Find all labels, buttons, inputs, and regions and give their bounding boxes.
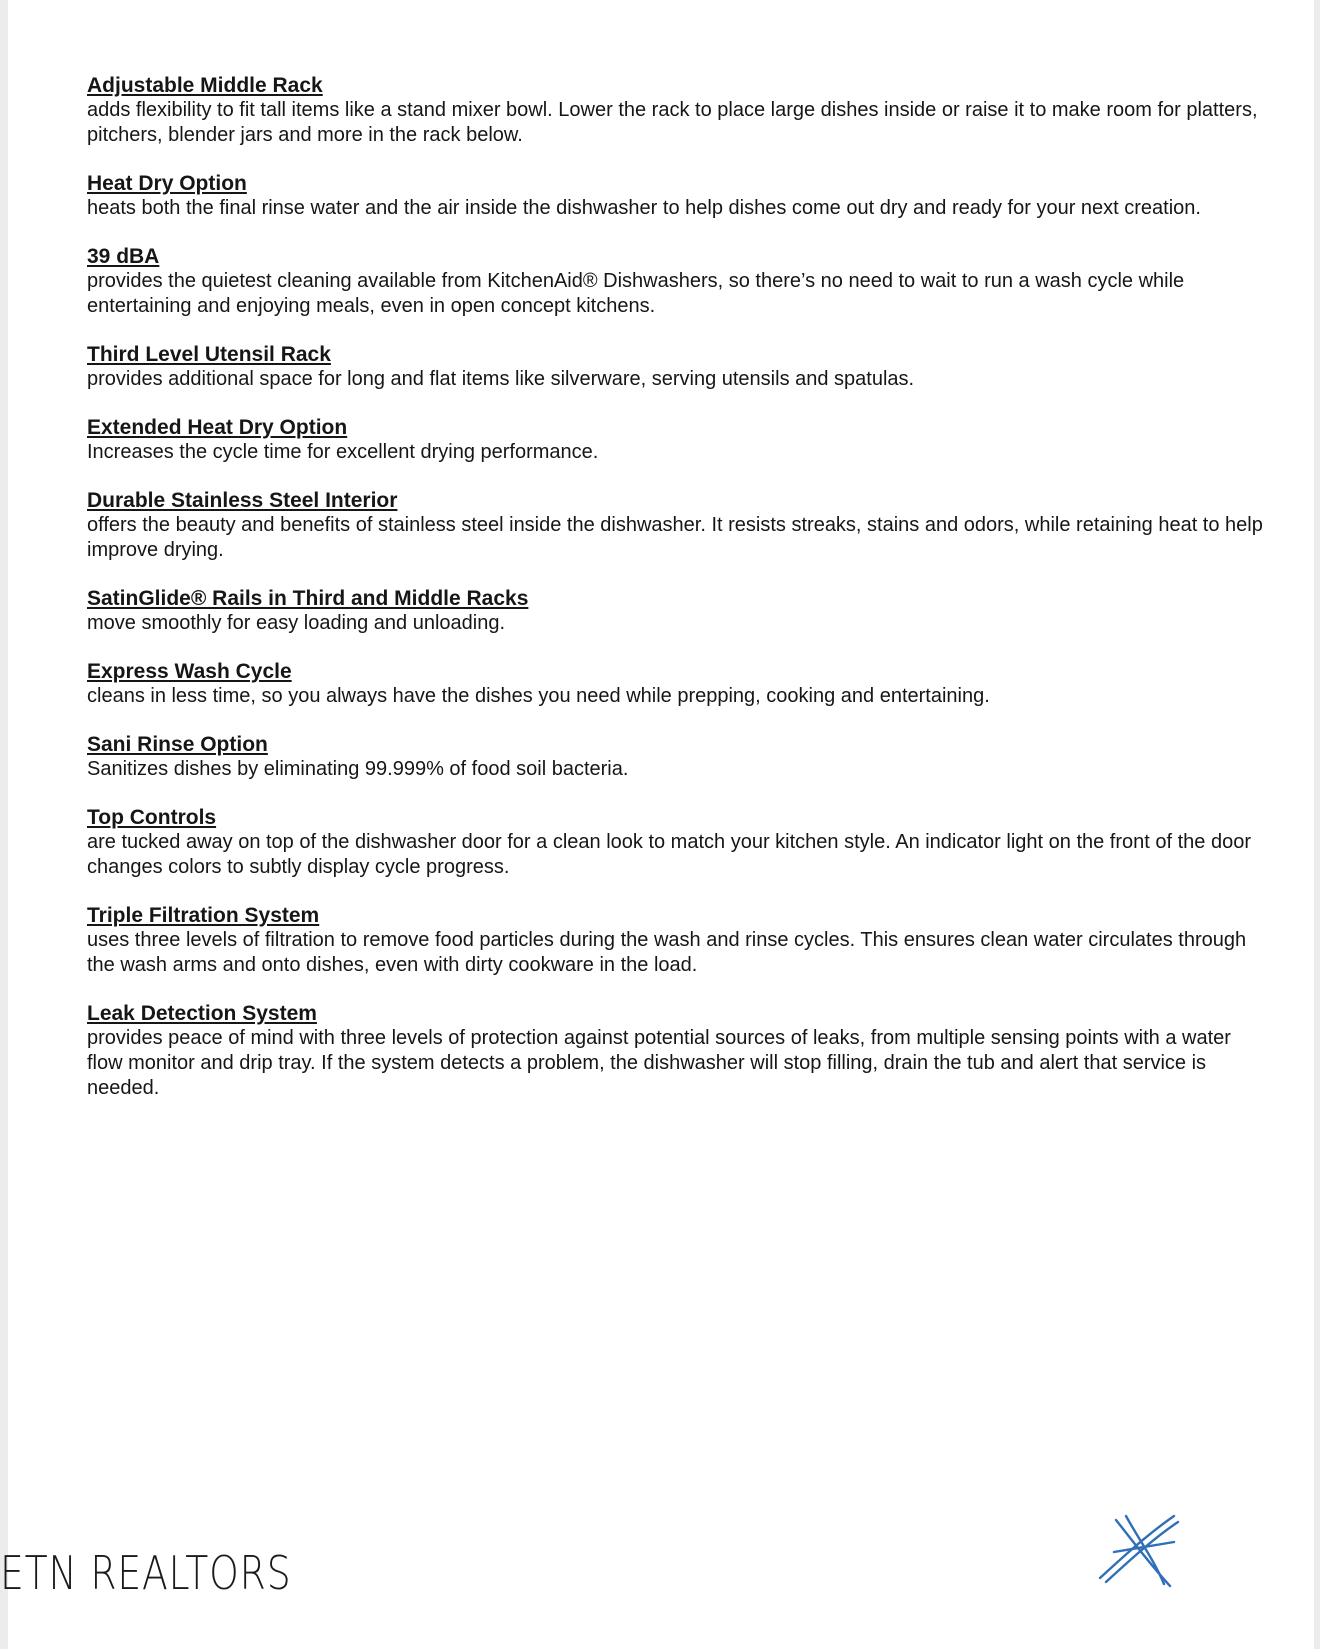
feature-title: Adjustable Middle Rack bbox=[87, 74, 323, 97]
feature-title: 39 dBA bbox=[87, 245, 160, 268]
feature-description: cleans in less time, so you always have the dishes you need while prepping, cooking and entertaining. bbox=[87, 685, 990, 707]
feature-item bbox=[87, 1002, 1267, 1101]
feature-item bbox=[87, 587, 1267, 636]
feature-title: Extended Heat Dry Option bbox=[87, 416, 348, 439]
feature-description: adds flexibility to fit tall items like a stand mixer bowl. Lower the rack to place large dishes inside or raise it to make room for platters, pitchers, blender jars and more in the rack below. bbox=[87, 99, 1258, 146]
feature-item bbox=[87, 806, 1267, 880]
feature-title: Express Wash Cycle bbox=[87, 660, 292, 683]
company-logo: ETN REALTORS bbox=[0, 1546, 292, 1600]
feature-item bbox=[87, 172, 1267, 221]
feature-title: Triple Filtration System bbox=[87, 904, 320, 927]
feature-description: are tucked away on top of the dishwasher door for a clean look to match your kitchen style. An indicator light on the front of the door changes colors to subtly display cycle progress. bbox=[87, 831, 1252, 878]
feature-description: Increases the cycle time for excellent drying performance. bbox=[87, 441, 599, 463]
feature-item bbox=[87, 74, 1267, 148]
feature-description: Sanitizes dishes by eliminating 99.999% of food soil bacteria. bbox=[87, 758, 629, 780]
feature-description: offers the beauty and benefits of stainless steel inside the dishwasher. It resists streaks, stains and odors, while retaining heat to help improve drying. bbox=[87, 514, 1263, 561]
feature-title: Third Level Utensil Rack bbox=[87, 343, 331, 366]
feature-item bbox=[87, 245, 1267, 319]
feature-title: SatinGlide® Rails in Third and Middle Racks bbox=[87, 587, 529, 610]
feature-item bbox=[87, 904, 1267, 978]
feature-item bbox=[87, 343, 1267, 392]
feature-description: provides the quietest cleaning available from KitchenAid® Dishwashers, so there’s no need to wait to run a wash cycle while entertaining and enjoying meals, even in open concept kitchens. bbox=[87, 270, 1185, 317]
feature-description: uses three levels of filtration to remove food particles during the wash and rinse cycles. This ensures clean water circulates through the wash arms and onto dishes, even with dirty cookware in the load. bbox=[87, 929, 1247, 976]
feature-title: Top Controls bbox=[87, 806, 217, 829]
feature-item bbox=[87, 416, 1267, 465]
feature-title: Heat Dry Option bbox=[87, 172, 247, 195]
feature-description: provides additional space for long and flat items like silverware, serving utensils and spatulas. bbox=[87, 368, 915, 390]
feature-description: move smoothly for easy loading and unloading. bbox=[87, 612, 506, 634]
feature-item bbox=[87, 489, 1267, 563]
signature-mark-icon bbox=[1096, 1512, 1182, 1588]
feature-description: heats both the final rinse water and the air inside the dishwasher to help dishes come out dry and ready for your next creation. bbox=[87, 197, 1201, 219]
document-page bbox=[8, 0, 1314, 1649]
feature-item bbox=[87, 660, 1267, 709]
feature-title: Sani Rinse Option bbox=[87, 733, 268, 756]
feature-title: Leak Detection System bbox=[87, 1002, 317, 1025]
feature-title: Durable Stainless Steel Interior bbox=[87, 489, 398, 512]
feature-description: provides peace of mind with three levels of protection against potential sources of leaks, from multiple sensing points with a water flow monitor and drip tray. If the system detects a problem, the dishwasher will stop filling, drain the tub and alert that service is needed. bbox=[87, 1027, 1231, 1099]
feature-list bbox=[87, 74, 1267, 1125]
feature-item bbox=[87, 733, 1267, 782]
